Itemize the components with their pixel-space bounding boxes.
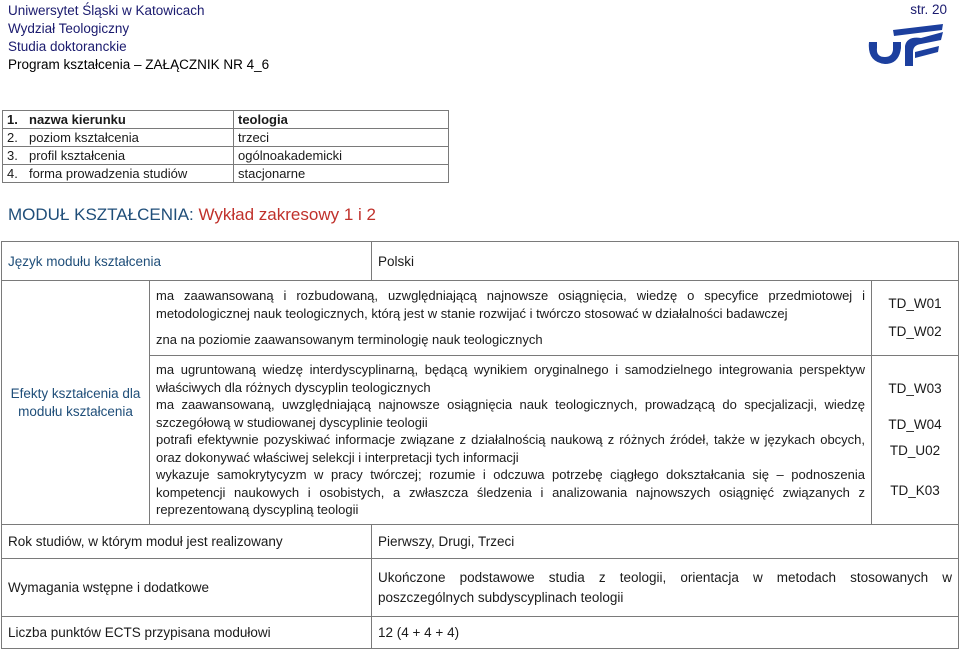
effects-label: Efekty kształcenia dla modułu kształcenia: [2, 281, 150, 525]
program-name: Program kształcenia – ZAŁĄCZNIK NR 4_6: [8, 57, 270, 72]
university-name: Uniwersytet Śląski w Katowicach: [8, 3, 205, 18]
info-value: stacjonarne: [234, 165, 449, 183]
requirements-row: [2, 559, 959, 617]
info-row: [3, 147, 449, 165]
effect-description: ma ugruntowaną wiedzę interdyscyplinarną, będącą wynikiem oryginalnego i samodzielnego integrowania perspektyw właściwych dla różnych dyscyplin teologicznych: [156, 362, 866, 395]
page-number: str. 20: [910, 2, 947, 17]
effect-code: TD_K03: [890, 483, 940, 498]
info-value: teologia: [234, 111, 449, 129]
effect-code: TD_W01: [888, 296, 942, 311]
effects-text-group-1: [150, 281, 872, 356]
effects-text-group-2: [150, 356, 872, 525]
effect-code: TD_W04: [888, 417, 942, 432]
effect-description: wykazuje samokrytycyzm w pracy twórczej; rozumie i odczuwa potrzebę ciągłego dokształcania się – podnoszenia kompetencji naukowych i osobistych, a zwłaszcza śledzenia i analizowania najnowszych osiągnięć związanych z reprezentowaną dyscypliną teologii: [156, 467, 866, 518]
effects-codes-group-2: [872, 356, 959, 525]
ects-row: [2, 617, 959, 649]
module-table: [1, 241, 959, 649]
info-row: [3, 165, 449, 183]
language-value: Polski: [372, 242, 959, 281]
info-label: nazwa kierunku: [25, 111, 234, 129]
requirements-value: Ukończone podstawowe studia z teologii, orientacja w metodach stosowanych w poszczególnych subdyscyplinach teologii: [372, 559, 959, 617]
info-row: [3, 129, 449, 147]
language-label: Język modułu kształcenia: [2, 242, 372, 281]
ects-value: 12 (4 + 4 + 4): [372, 617, 959, 649]
effect-code: TD_W03: [888, 381, 942, 396]
effect-code: TD_W02: [888, 324, 942, 339]
document-header: [8, 2, 269, 74]
info-label: poziom kształcenia: [25, 129, 234, 147]
effects-codes-group-1: [872, 281, 959, 356]
info-num: 2.: [3, 129, 26, 147]
program-info-table: [2, 110, 449, 183]
faculty-name: Wydział Teologiczny: [8, 21, 130, 36]
info-label: forma prowadzenia studiów: [25, 165, 234, 183]
module-value: Wykład zakresowy 1 i 2: [198, 205, 376, 224]
info-value: trzeci: [234, 129, 449, 147]
effect-code: TD_U02: [889, 443, 941, 458]
year-row: [2, 525, 959, 559]
year-value: Pierwszy, Drugi, Trzeci: [372, 525, 959, 559]
year-label: Rok studiów, w którym moduł jest realizowany: [2, 525, 372, 559]
studies-name: Studia doktoranckie: [8, 39, 127, 54]
language-row: [2, 242, 959, 281]
requirements-label: Wymagania wstępne i dodatkowe: [2, 559, 372, 617]
effect-description: ma zaawansowaną i rozbudowaną, uzwględniającą najnowsze osiągnięcia, wiedzę o specyfice przedmiotowej i metodologicznej nauk teologicznych, którą jest w stanie rozwijać i twórczo stosować w działalności badawczej: [156, 288, 866, 321]
info-num: 1.: [3, 111, 26, 129]
effects-row-1: [2, 281, 959, 356]
effect-description: zna na poziomie zaawansowanym terminologię nauk teologicznych: [156, 332, 543, 348]
ects-label: Liczba punktów ECTS przypisana modułowi: [2, 617, 372, 649]
module-title: [8, 205, 376, 225]
university-logo: [863, 22, 945, 74]
info-label: profil kształcenia: [25, 147, 234, 165]
module-label: MODUŁ KSZTAŁCENIA:: [8, 205, 199, 224]
info-num: 3.: [3, 147, 26, 165]
effect-description: ma zaawansowaną, uwzględniającą najnowsze osiągnięcia nauk teologicznych, prowadzącą do specjalizacji, wiedzę szczegółową w studiowanej dyscyplinie teologii: [156, 397, 866, 430]
effect-description: potrafi efektywnie pozyskiwać informacje związane z działalnością naukową z różnych źródeł, także w językach obcych, oraz dokonywać właściwej selekcji i interpretacji tych informacji: [156, 432, 866, 465]
info-num: 4.: [3, 165, 26, 183]
info-value: ogólnoakademicki: [234, 147, 449, 165]
info-row: [3, 111, 449, 129]
